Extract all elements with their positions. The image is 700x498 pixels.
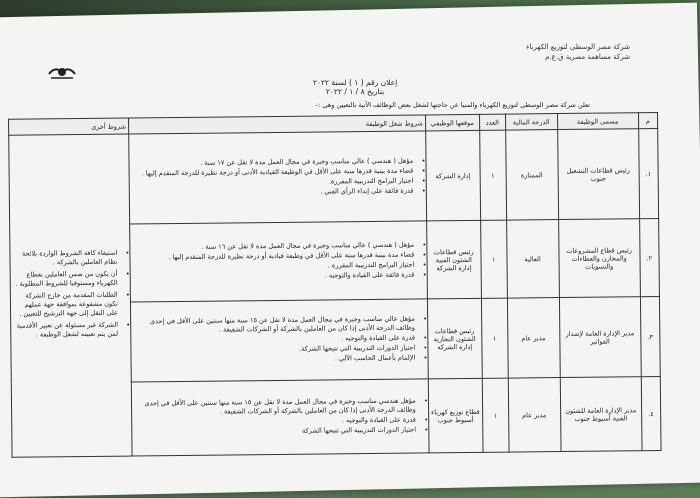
row-location: قطاع توزيع كهرباء أسيوط جنوب	[428, 378, 483, 453]
company-name: شركة مصر الوسطى لتوزيع الكهرباء	[526, 43, 630, 51]
row-grade: مدير عام	[507, 298, 560, 379]
row-count: ١	[482, 378, 508, 452]
row-num: ١.	[638, 129, 658, 219]
condition-item: • اجتياز الدورات التدريبية التي تتيحها الشركة.	[133, 344, 415, 356]
header-conditions: شروط شغل الوظيفة	[128, 115, 425, 134]
condition-item: • قدرة على القيادة والتوجيه .	[133, 334, 415, 346]
header-grade: الدرجة المالية	[505, 114, 557, 131]
condition-item: • الإلمام بأعمال الحاسب الآلي .	[133, 354, 415, 366]
general-condition-item: • أن يكون من ضمن العاملين بقطاع الكهرباء ومستوفيا للشروط المطلوبة .	[13, 270, 118, 289]
row-count: ١	[481, 298, 507, 378]
condition-item: • قدرة فائقة على القيادة والتوجيه .	[132, 270, 414, 282]
general-condition-item: • الشركة غير مسئولة عن تعيير الأقدمية لمن يتم تعيينه لشغل الوظيفة .	[13, 321, 118, 340]
header-location: موقعها الوظيفي	[425, 114, 479, 131]
row-location: رئيس قطاعات الشئون الفنية إدارة الشركة	[426, 220, 481, 299]
condition-item: • قدرة فائقة على إبداء الرأي الفني .	[132, 186, 414, 198]
row-location: رئيس قطاعات الشئون التجارية إدارة الشركة	[427, 298, 482, 379]
condition-item: • مؤهل عالي مناسب وخبرة في مجال العمل مدة لا تقل عن ١٥ سنة منها سنتين على الأقل في إحدى وظائف الدرجة الأدنى إذا كان من العاملين بالشركة أو الشركات الشقيقة .	[133, 315, 415, 336]
general-condition-item: • استيفاء كافة الشروط الواردة بلائحة نظام العاملين بالشركة .	[12, 249, 117, 268]
row-job-title: مدير الإدارة العامة للشئون الفنية أسيوط جنوب	[560, 377, 642, 452]
row-conditions	[131, 379, 429, 456]
condition-item: • مؤهل ( هندسي ) عالي مناسب وخبرة في مجال العمل مدة لا تقل عن ١٦ سنة .	[132, 240, 414, 252]
row-grade: مدير عام	[508, 378, 561, 453]
row-grade: الممتازة	[505, 130, 558, 221]
company-logo-icon	[45, 62, 79, 82]
announcement-number: إعلان رقم ( ١ ) لسنة ٢٠٢٢	[312, 78, 398, 87]
row-count: ١	[480, 130, 507, 220]
jobs-table	[8, 112, 662, 458]
header-count: العدد	[479, 114, 505, 130]
company-header	[526, 42, 630, 62]
general-conditions	[9, 134, 132, 457]
row-count: ١	[481, 220, 507, 298]
row-conditions	[129, 131, 427, 224]
row-conditions	[130, 299, 428, 382]
row-num: ٤.	[641, 376, 661, 450]
row-num: ٢.	[639, 218, 659, 296]
row-conditions	[129, 221, 427, 302]
announcement-block	[190, 78, 520, 96]
condition-item: • اجتياز الدورات التدريبية التي تتيحها الشركة	[134, 426, 416, 438]
company-type: شركة مساهمة مصرية ق.ع.م	[545, 53, 630, 61]
row-job-title: مدير الإدارة العامة لإصدار الفواتير	[559, 297, 641, 378]
header-job-title: مسمى الوظيفة	[557, 113, 638, 130]
row-location: إدارة الشركة	[425, 130, 480, 221]
row-grade: العالية	[506, 220, 559, 299]
announcement-date: بتاريخ ٨ / ١ / ٢٠٢٢	[325, 87, 385, 96]
header-general: شروط أخرى	[9, 118, 129, 135]
condition-item: • اجتياز البرامج التدريبية المقررة .	[132, 260, 414, 272]
row-job-title: رئيس قطاع المشروعات والمخازن والعطاءات والتسويات	[558, 219, 640, 298]
announcement-intro: تعلن شركة مصر الوسطى لتوزيع الكهرباء والمنيا عن حاجتها لشغل بعض الوظائف الآتية بالتعيين وهي :-	[315, 101, 590, 109]
condition-item: • مؤهل ( هندسي ) عالي مناسب وخبرة في مجال العمل مدة لا تقل عن ١٧ سنة .	[131, 156, 413, 168]
condition-item: • قضاء مدة بينية قدرها سنة على الأقل في وظيفة قيادية أو درجة نظيرة للدرجة المتقدم إليها .	[132, 250, 414, 262]
row-job-title: رئيس قطاعات التشغيل جنوب	[557, 129, 639, 220]
condition-item: • قضاء مدة بينية قدرها سنة على الأقل في الوظيفة القيادية الأدنى أو درجة نظيرة للدرجة المتقدم إليها .	[131, 166, 413, 178]
general-condition-item: • الطلبات المقدمة من خارج الشركة تكون مشفوعة بموافقة جهة عملهم على النقل إلى جهة الترشيح للتعيين .	[13, 291, 118, 319]
row-num: ٣.	[640, 296, 660, 376]
condition-item: • مؤهل هندسي مناسب وخبرة في مجال العمل مدة لا تقل عن ١٥ سنة منها سنتين على الأقل في إحدى وظائف الدرجة الأدنى إذا كان من العاملين بالشركة أو الشركات الشقيقة .	[134, 397, 416, 418]
condition-item: • اجتياز البرامج التدريبية المقررة.	[131, 176, 413, 188]
header-num: م	[638, 113, 658, 129]
table-row	[9, 129, 659, 226]
condition-item: • قدرة على القيادة والتوجيه .	[134, 416, 416, 428]
